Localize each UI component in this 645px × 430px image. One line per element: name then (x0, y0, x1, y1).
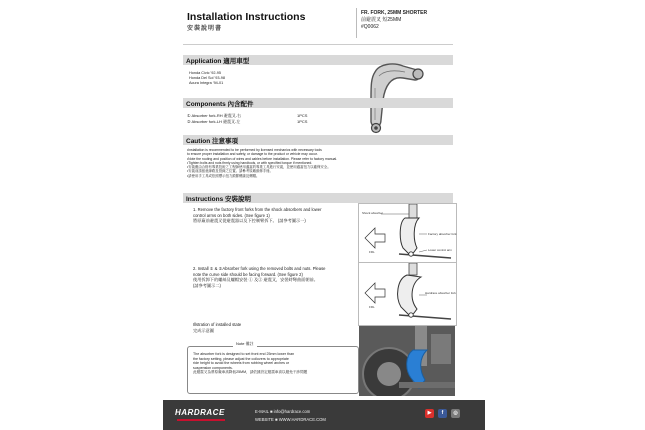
figure-label-lower-arm: Lower control arm (428, 248, 453, 252)
note-line: The absorber fork is designed to set front end 25mm lower than (193, 352, 295, 356)
caution-line: •請使用手工具或依照標示扭力鎖緊螺絲及螺帽。 (187, 173, 260, 178)
components-section-header (183, 98, 453, 108)
application-heading: Application 適用車型 (186, 58, 250, 65)
header-rule (183, 44, 453, 45)
component-item-lh (187, 119, 240, 125)
caption-line: Illstration of installed state (193, 322, 242, 327)
page-subtitle: 安裝說明書 (187, 26, 223, 32)
note-line: 此避震叉為將原廠車高降低25MM，請依據設定避震車高以避免干涉問題 (193, 370, 308, 375)
note-line: the factory setting, please adjust the coilovers to appropriate (193, 356, 289, 361)
caution-section-header (183, 135, 453, 145)
caution-line: •安裝應由合格有專業技術之工程師使用適當的專業工具進行安裝，並使用適當扭力以確保安全。 (187, 165, 331, 170)
illustration-caption (193, 322, 241, 334)
model-item: Honda Civic '92-95 (189, 71, 221, 75)
product-info (361, 10, 427, 31)
caution-list (187, 148, 337, 178)
header-divider (356, 8, 357, 38)
model-item: Acura Integra '94-01 (189, 81, 224, 85)
brand-logo: HARDRACE (175, 408, 225, 417)
instruction-step-1 (193, 207, 353, 224)
product-name-zh: 前避震叉 短25MM (361, 17, 402, 23)
component-qty: 1PCS (297, 113, 308, 118)
figure-label-hardrace-fork: Hardrace absorber fork (425, 291, 456, 295)
component-qty: 1PCS (297, 119, 308, 124)
page-title: Installation Instructions (187, 11, 306, 23)
step-line: (請參考圖示二) (193, 282, 221, 288)
step-line: 將原廠前避震叉從避震器以及下控制臂拆下。 (請參考圖示一) (193, 218, 306, 223)
instruction-step-2 (193, 266, 353, 288)
step-line: 1. Remove the factory front forks from the shock absorbers and lower (193, 207, 322, 212)
components-heading: Components 內含配件 (186, 101, 254, 108)
facebook-icon[interactable]: f (438, 409, 447, 418)
caption-line: 完成示意圖 (193, 328, 214, 333)
instruction-sheet (163, 0, 485, 430)
instagram-icon[interactable]: ◎ (451, 409, 460, 418)
product-code: #Q0062 (361, 24, 379, 30)
brand-logo-stripe (177, 419, 225, 421)
caution-heading: Caution 注意事項 (186, 138, 238, 145)
footer (163, 400, 485, 430)
step-line: 2. Install ① & ②Absorber fork using the removed bolts and nuts. Please (193, 266, 326, 271)
figure-2 (358, 262, 457, 326)
application-models (189, 71, 225, 86)
instructions-heading: Instructions 安裝說明 (186, 196, 252, 203)
contact-info (255, 408, 326, 424)
figure-1 (358, 203, 457, 265)
installed-photo-drawing (359, 326, 455, 396)
step-line: control arms on both sides. (See figure 1) (193, 212, 270, 218)
note-body (193, 352, 307, 375)
caution-line: to ensure proper installation and safety, or damage to the product or vehicle may occur. (187, 152, 318, 157)
caution-line: •安裝前請留意線路及管線之位置。請參考原廠維修手冊。 (187, 169, 273, 174)
caution-line: •Installation is recommended to be performed by licensed mechanics with necessary tools (187, 148, 322, 152)
product-name: FR. FORK, 25MM SHORTER (361, 10, 428, 16)
instructions-section-header (183, 193, 453, 203)
figure-label-direction: FRL (369, 250, 375, 254)
component-label: ② Absorber fork-LH 避震叉-左 (187, 119, 241, 124)
caution-line: •Tighten bolts and nuts firmly using handtools, or with specified torque if mentioned. (187, 160, 313, 165)
figure-label-factory-fork: Factory absorber fork (428, 232, 457, 236)
contact-website[interactable]: WEBSITE ■ WWW.HARDRACE.COM (255, 417, 326, 422)
component-label: ① Absorber fork-RH 避震叉-右 (187, 113, 242, 118)
installed-state-photo (359, 326, 455, 396)
contact-email[interactable]: E-MAIL ■ info@hardrace.com (255, 409, 311, 414)
figure-label-direction: FRL (369, 305, 375, 309)
step-line: 使用拆卸下的螺絲及螺帽安裝 ① 及② 避震叉，安裝時彎曲面朝前。 (193, 277, 318, 282)
youtube-icon[interactable]: ▶ (425, 409, 434, 418)
note-line: ride height to avoid the wheels from rubbing wheel arches or (193, 361, 290, 366)
note-title: Note 備註 (233, 341, 257, 347)
figure-label-shock: Shock absorber (362, 211, 384, 215)
caution-line: •Note the routing and position of wires and cables before installation. Please refer to factory manual. (187, 156, 338, 161)
model-item: Honda Del Sol '93-98 (189, 76, 225, 80)
step-line: note the curve side should be facing forward. (See figure 2) (193, 271, 303, 277)
note-line: suspension components. (193, 365, 233, 370)
